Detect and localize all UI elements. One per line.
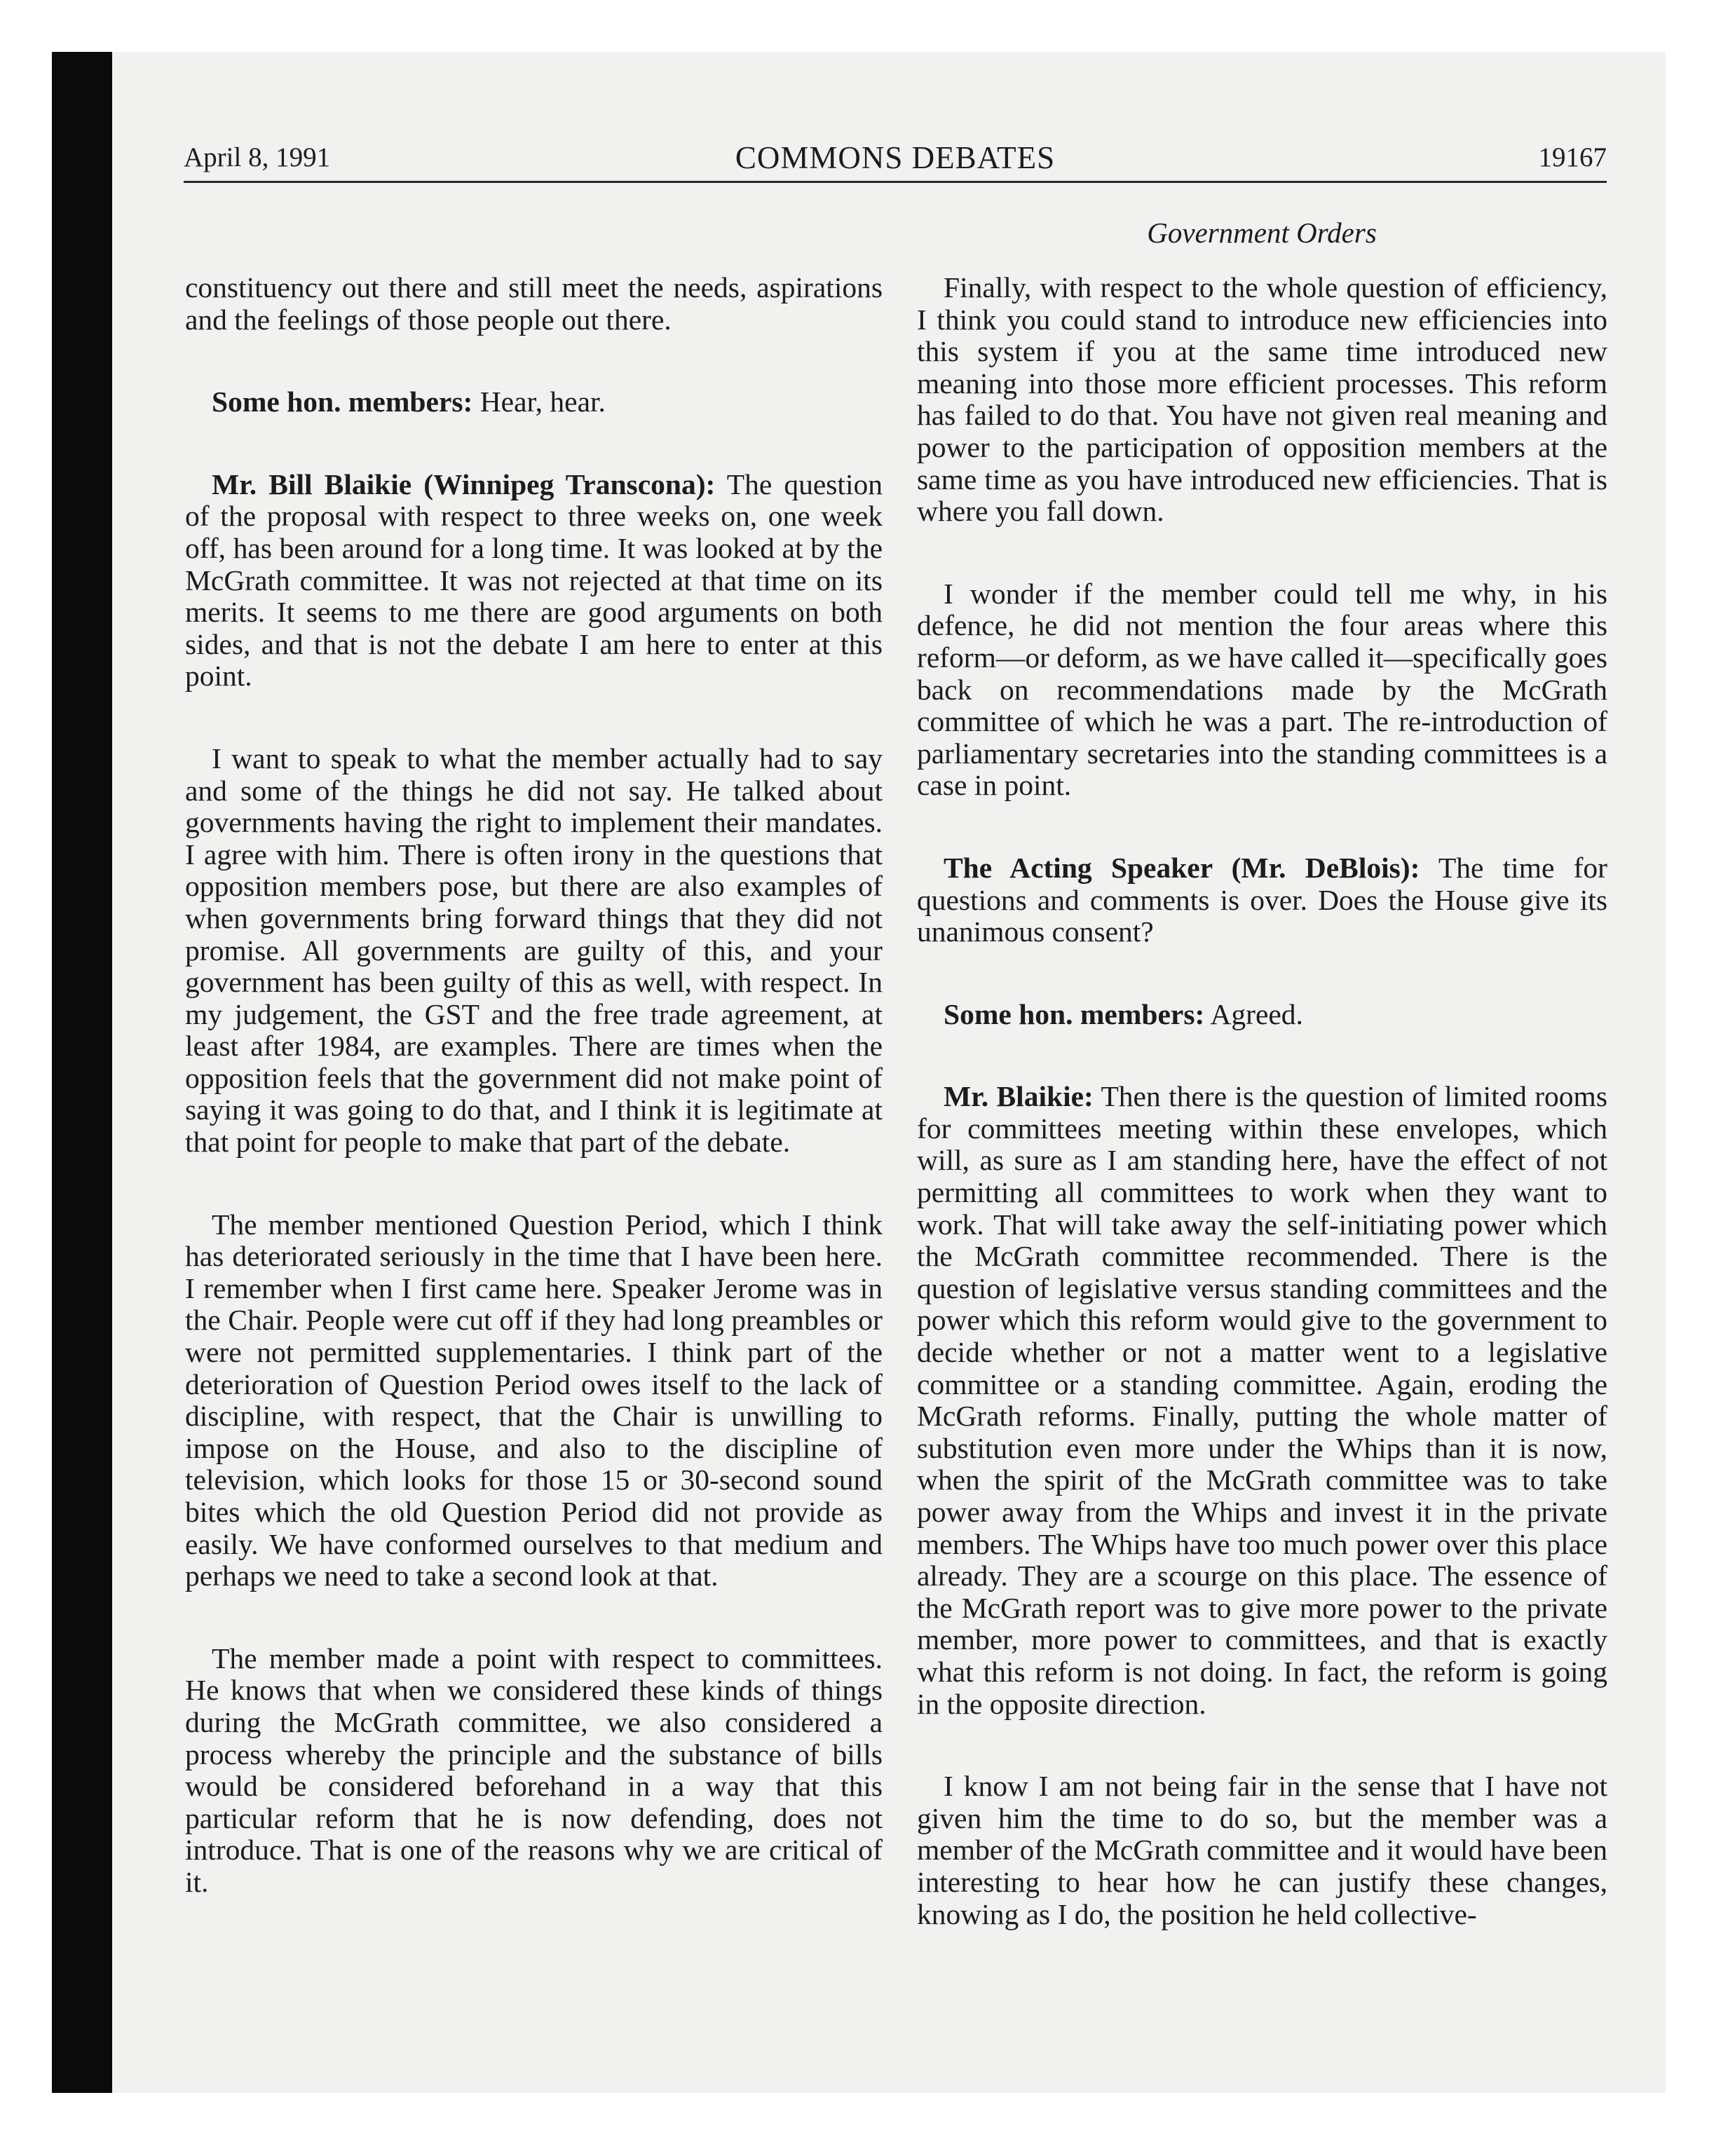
paragraph: [917, 999, 1607, 1031]
speaker-name: The Acting Speaker (Mr. DeBlois):: [944, 851, 1420, 884]
speaker-name: Mr. Blaikie:: [944, 1080, 1094, 1113]
page-number: 19167: [1538, 142, 1607, 172]
paragraph-text: I know I am not being fair in the sense that I have not given him the time to do so, but the member was a member of the McGrath committee and it would have been interesting to hear how he can justify these changes, knowing as I do, the position he held collective-: [917, 1770, 1607, 1930]
paragraph-text: The question of the proposal with respect to three weeks on, one week off, has been around for a long time. It was looked at by the McGrath committee. It was not rejected at that time on its merits. It seems to me there are good arguments on both sides, and that is not the debate I am here to enter at this point.: [185, 468, 883, 692]
paragraph-text: Finally, with respect to the whole question of efficiency, I think you could stand to introduce new efficiencies into this system if you at the same time introduced new meaning into those more efficient processes. This reform has failed to do that. You have not given real meaning and power to the participation of opposition members at the same time as you have introduced new efficiencies. That is where you fall down.: [917, 271, 1607, 528]
paragraph-text: I want to speak to what the member actually had to say and some of the things he did not say. He talked about governments having the right to implement their mandates. I agree with him. There is often irony in the questions that opposition members pose, but there are also examples of when governments bring forward things that they did not promise. All governments are guilty of this, and your government has been guilty of this as well, with respect. In my judgement, the GST and the free trade agreement, at least after 1984, are examples. There are times when the opposition feels that the government did not make point of saying it was going to do that, and I think it is legitimate at that point for people to make that part of the debate.: [185, 742, 883, 1159]
paragraph: [185, 743, 883, 1159]
paragraph: [185, 386, 883, 418]
speaker-name: Some hon. members:: [212, 386, 473, 418]
header-title: COMMONS DEBATES: [735, 140, 1056, 175]
scan-edge: [52, 52, 112, 2093]
paragraph-text: I wonder if the member could tell me why, in his defence, he did not mention the four areas where this reform—or deform, as we have called it—specifically goes back on recommendations made by the McGrath committee of which he was a part. The re-introduction of parliamentary secretaries into the standing committees is a case in point.: [917, 577, 1607, 802]
right-column: [917, 272, 1607, 1981]
paragraph-text: Agreed.: [1210, 997, 1303, 1030]
paragraph-text: The member made a point with respect to committees. He knows that when we considered these kinds of things during the McGrath committee, we also considered a process whereby the principle and the substance of bills would be considered beforehand in a way that this particular reform that he is now defending, does not introduce. That is one of the reasons why we are critical of it.: [185, 1642, 883, 1898]
paragraph: [917, 578, 1607, 802]
speaker-name: Some hon. members:: [944, 997, 1205, 1030]
paragraph-text: The time for questions and comments is over. Does the House give its unanimous consent?: [917, 851, 1607, 948]
header-rule: [184, 181, 1607, 183]
header-date: April 8, 1991: [184, 142, 331, 172]
speaker-name: Mr. Bill Blaikie (Winnipeg Transcona):: [212, 468, 716, 500]
paragraph: [185, 272, 883, 336]
left-column: [185, 272, 883, 1949]
paragraph-text: Hear, hear.: [479, 386, 606, 418]
section-title: Government Orders: [1147, 217, 1377, 249]
paragraph-text: Then there is the question of limited rooms for committees meeting within these envelopes, which will, as sure as I am standing here, have the effect of not permitting all committees to work when they want to work. That will take away the self-initiating power which the McGrath committee recommended. There is the question of legislative versus standing committees and the power which this reform would give to the government to decide whether or not a matter went to a legislative committee or a standing committee. Again, eroding the McGrath reforms. Finally, putting the whole matter of substitution even more under the Whips than it is now, when the spirit of the McGrath committee was to take power away from the Whips and invest it in the private members. The Whips have too much power over this place already. They are a scourge on this place. The essence of the McGrath report was to give more power to the private member, more power to committees, and that is exactly what this reform is not doing. In fact, the reform is going in the opposite direction.: [917, 1080, 1607, 1720]
paragraph: [185, 469, 883, 692]
paragraph: [185, 1209, 883, 1592]
paragraph: [917, 1081, 1607, 1720]
paragraph: [917, 1770, 1607, 1930]
paragraph-text: constituency out there and still meet the needs, aspirations and the feelings of those people out there.: [185, 271, 883, 336]
paragraph-text: The member mentioned Question Period, which I think has deteriorated seriously in the time that I have been here. I remember when I first came here. Speaker Jerome was in the Chair. People were cut off if they had long preambles or were not permitted supplementaries. I think part of the deterioration of Question Period owes itself to the lack of discipline, with respect, that the Chair is unwilling to impose on the House, and also to the discipline of television, which looks for those 15 or 30-second sound bites which the old Question Period did not provide as easily. We have conformed ourselves to that medium and perhaps we need to take a second look at that.: [185, 1208, 883, 1592]
paragraph: [917, 852, 1607, 948]
running-header: [184, 135, 1607, 181]
paragraph: [917, 272, 1607, 528]
paragraph: [185, 1643, 883, 1899]
